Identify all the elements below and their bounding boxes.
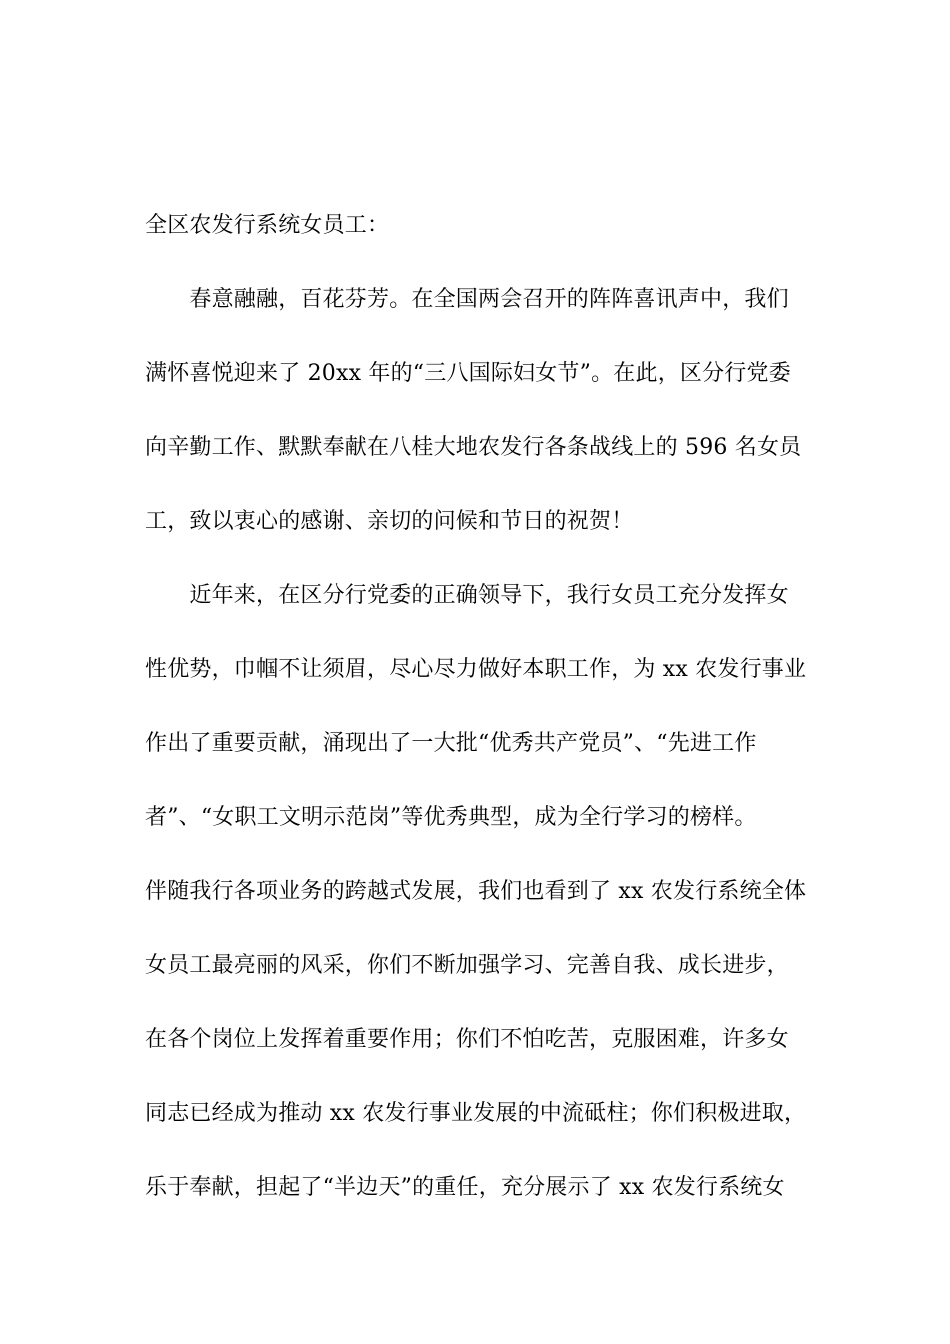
- text-line: 乐于奉献，担起了“半边天”的重任，充分展示了 xx 农发行系统女: [145, 1175, 785, 1200]
- salutation-line: 全区农发行系统女员工：: [145, 213, 390, 238]
- text-line: 在各个岗位上发挥着重要作用；你们不怕吃苦，克服困难，许多女: [145, 1027, 789, 1052]
- text-line: 工，致以衷心的感谢、亲切的问候和节日的祝贺！: [145, 509, 634, 534]
- text-line: 作出了重要贡献，涌现出了一大批“优秀共产党员”、“先进工作: [145, 731, 757, 756]
- text-line: 性优势，巾帼不让须眉，尽心尽力做好本职工作，为 xx 农发行事业: [145, 657, 807, 682]
- text-line: 伴随我行各项业务的跨越式发展，我们也看到了 xx 农发行系统全体: [145, 879, 807, 904]
- text-line: 同志已经成为推动 xx 农发行事业发展的中流砥柱；你们积极进取，: [145, 1101, 807, 1126]
- text-line: 满怀喜悦迎来了 20xx 年的“三八国际妇女节”。在此，区分行党委: [145, 361, 791, 386]
- text-line: 近年来，在区分行党委的正确领导下，我行女员工充分发挥女: [145, 583, 789, 608]
- text-line: 者”、“女职工文明示范岗”等优秀典型，成为全行学习的榜样。: [145, 805, 757, 830]
- text-line: 向辛勤工作、默默奉献在八桂大地农发行各条战线上的 596 名女员: [145, 435, 802, 460]
- text-line: 女员工最亮丽的风采，你们不断加强学习、完善自我、成长进步，: [145, 953, 789, 978]
- text-line: 春意融融，百花芬芳。在全国两会召开的阵阵喜讯声中，我们: [145, 287, 789, 312]
